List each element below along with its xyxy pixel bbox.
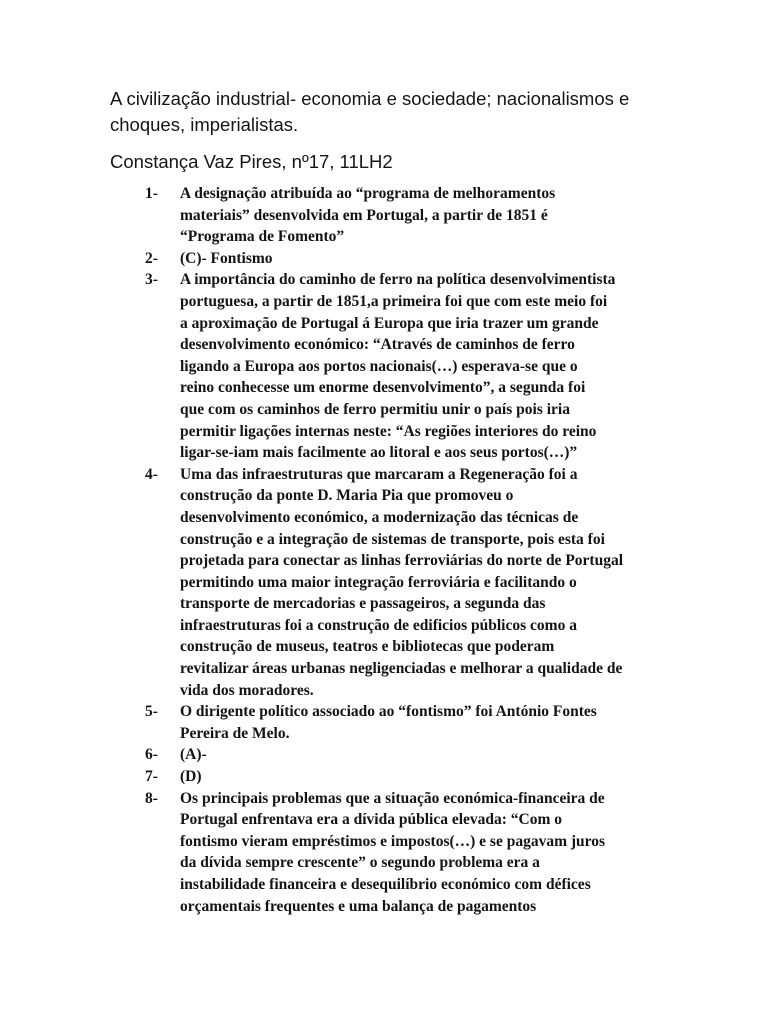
answer-number: 8- [145, 789, 158, 807]
answer-item [145, 183, 665, 248]
answer-item [145, 788, 665, 918]
document-title: A civilização industrial- economia e sociedade; nacionalismos e choques, imperialistas. [110, 88, 630, 135]
answer-text: Os principais problemas que a situação económica-financeira de Portugal enfrentava era a dívida pública elevada: “Com o fontismo vieram empréstimos e impostos(…) e se pagavam juros da dívida sempre crescente” o segundo problema era a instabilidade financeira e desequilíbrio económico com défices orçamentais frequentes e uma balança de pagamentos [180, 789, 606, 915]
answer-number: 6- [145, 746, 158, 764]
answer-number: 3- [145, 271, 158, 289]
answer-number: 2- [145, 249, 158, 267]
answer-item [145, 744, 665, 766]
author-line: Constança Vaz Pires, nº17, 11LH2 [110, 151, 393, 172]
answer-item [145, 701, 665, 744]
answer-text: (D) [180, 768, 202, 786]
answer-list [145, 183, 665, 917]
answer-text: A designação atribuída ao “programa de melhoramentos materiais” desenvolvida em Portugal, a partir de 1851 é “Programa de Fomento” [180, 185, 556, 246]
answer-item [145, 464, 665, 702]
answer-text: O dirigente político associado ao “fontismo” foi António Fontes Pereira de Melo. [180, 703, 597, 742]
answer-item [145, 269, 665, 463]
answer-number: 7- [145, 768, 158, 786]
answer-text: A importância do caminho de ferro na política desenvolvimentista portuguesa, a partir de 1851,a primeira foi que com este meio foi a aproximação de Portugal á Europa que iria trazer um grande desenvolvimento económico: “Através de caminhos de ferro ligando a Europa aos portos nacionais(…) esperava-se que o reino conhecesse um enorme desenvolvimento”, a segunda foi que com os caminhos de ferro permitiu unir o país pois iria permitir ligações internas neste: “As regiões interiores do reino ligar-se-iam mais facilmente ao litoral e aos seus portos(…)” [180, 271, 616, 462]
answer-text: Uma das infraestruturas que marcaram a Regeneração foi a construção da ponte D. Maria Pia que promoveu o desenvolvimento económico, a modernização das técnicas de construção e a integração de sistemas de transporte, pois esta foi projetada para conectar as linhas ferroviárias do norte de Portugal permitindo uma maior integração ferroviária e facilitando o transporte de mercadorias e passageiros, a segunda das infraestruturas foi a construção de edificios públicos como a construção de museus, teatros e bibliotecas que poderam revitalizar áreas urbanas negligenciadas e melhorar a qualidade de vida dos moradores. [180, 465, 623, 699]
answer-number: 5- [145, 703, 158, 721]
answer-number: 1- [145, 185, 158, 202]
answer-item [145, 248, 665, 270]
answer-text: (A)- [180, 746, 207, 764]
answer-number: 4- [145, 465, 158, 483]
answer-item [145, 766, 665, 788]
answer-text: (C)- Fontismo [180, 249, 273, 267]
